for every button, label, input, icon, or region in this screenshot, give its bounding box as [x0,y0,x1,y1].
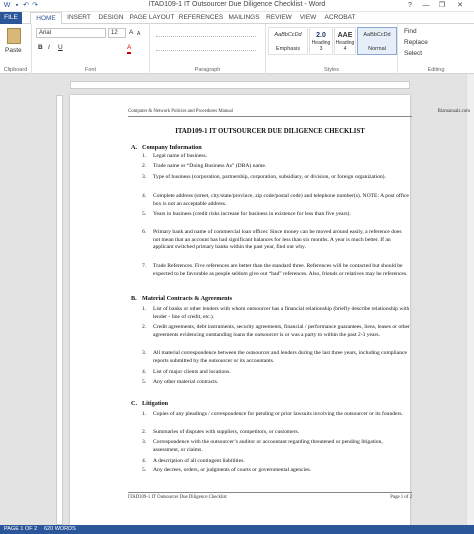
paragraph-group [150,24,266,74]
style-preview: AaBbCcDd [363,32,391,38]
save-icon[interactable]: ▪ [15,2,19,9]
section-heading: C. Litigation [131,400,169,407]
list-item: 3. All material correspondence between the outsourcer and lenders during the last three years, including compliance reports submitted by the outsourcer or its accountants. [142,350,407,364]
list-item: 5. Any decrees, orders, or judgments of courts or governmental agencies. [142,467,312,473]
style-heading-4[interactable] [334,27,356,55]
align-buttons-row[interactable] [156,43,256,51]
list-item: 7. Trade References. Five references are better than the standard three. References will be contacted but should be expected to be favorable as people seldom give out “bad” references. Also, friends or relatives may be references. [142,263,408,277]
document-title: ITAD109-1 IT OUTSOURCER DUE DILIGENCE CHECKLIST [175,128,365,135]
page-count[interactable]: PAGE 1 OF 2 [4,526,38,532]
list-item: 3. Type of business (corporation, partnership, corporation, subsidiary, or division, or foreign organization). [142,174,386,180]
font-group [32,24,150,74]
underline-button[interactable]: U [58,44,63,51]
editing-group [398,24,474,74]
section-heading: A. Company Information [131,144,202,151]
tab-acrobat[interactable]: ACROBAT [324,14,356,21]
close-button[interactable]: ✕ [457,2,463,9]
tab-mailings[interactable]: MAILINGS [228,14,260,21]
list-item: 2. Trade name or “Doing Business As” (DBA) name. [142,163,267,169]
font-color-button[interactable]: A [127,44,131,54]
style-heading-3[interactable] [309,27,333,55]
tab-review[interactable]: REVIEW [266,14,292,21]
vertical-ruler[interactable] [56,95,63,525]
tab-page-layout[interactable]: PAGE LAYOUT [129,14,175,21]
undo-icon[interactable]: ↶ [23,2,29,9]
tab-file[interactable]: FILE [0,12,22,24]
ribbon [0,24,474,74]
style-preview: 2.0 [316,32,326,39]
section-heading: B. Material Contracts & Agreements [131,295,233,302]
header-right: Bizmanualz.com [437,109,470,114]
replace-button[interactable]: Replace [404,39,428,46]
bold-button[interactable]: B [38,44,43,51]
list-item: 6. Primary bank and name of commercial loan officer. Since money can be moved around easily, a reference does not mean that an account has had significant balances for less than six months. A year is much better. If an applicant switched primary banks within the past year, find out why. [142,229,402,251]
list-item: 3. Correspondence with the outsourcer’s auditor or accountant regarding threatened or pending litigation, assessment, or claims. [142,439,383,453]
tab-view[interactable]: VIEW [299,14,317,21]
footer-left: ITAD109-1 IT Outsourcer Due Diligence Checklist [128,495,227,500]
style-name: Heading 3 [311,40,331,52]
list-buttons-row[interactable] [156,29,256,37]
vertical-scrollbar[interactable] [466,74,474,525]
header-rule [128,116,412,117]
font-name-box[interactable]: Arial [36,28,106,38]
footer-rule [128,492,412,493]
list-item: 1. List of banks or other lenders with whom outsourcer has a financial relationship (briefly describe relationship with lender - line of credit, etc.). [142,306,410,320]
style-name: Heading 4 [335,40,355,52]
word-count[interactable]: 620 WORDS [44,526,76,532]
list-item: 5. Any other material contracts. [142,379,219,385]
editing-label: Editing [427,67,445,73]
tab-home[interactable]: HOME [30,12,62,25]
list-item: 4. List of major clients and locations. [142,369,231,375]
list-item: 5. Years in business (credit risks increase for business in existence for less than five years). [142,211,351,217]
list-item: 1. Copies of any pleadings / correspondence for pending or prior lawsuits involving the outsourcer or its founders. [142,411,403,417]
list-item: 2. Summaries of disputes with suppliers, competitors, or customers. [142,429,300,435]
horizontal-ruler[interactable] [70,81,410,89]
shrink-font-icon[interactable]: A [137,31,141,37]
list-item: 2. Credit agreements, debt instruments, security agreements, financial / performance guarantees, liens, leases or other agreements evidencing outstanding loans the outsourcer is or was a party to within the past 2-3 years. [142,324,410,338]
restore-button[interactable]: ❐ [438,2,446,9]
document-page[interactable] [70,95,470,534]
clipboard-group [0,24,32,74]
redo-icon[interactable]: ↷ [32,2,38,9]
font-size-box[interactable]: 12 [108,28,126,38]
list-item: 1. Legal name of business. [142,153,208,159]
style-preview: AAE [337,32,353,39]
tab-references[interactable]: REFERENCES [178,14,224,21]
list-item: 4. Complete address (street, city/state/province, zip code/postal code) and telephone number(s). NOTE: A post office box is not an acceptable address. [142,193,409,207]
tab-insert[interactable]: INSERT [67,14,91,21]
help-button[interactable]: ? [408,2,412,9]
clipboard-label: Clipboard [3,67,28,73]
word-app-icon[interactable]: W [3,2,11,9]
style-name: Emphasis [275,46,301,52]
grow-font-icon[interactable]: A [129,29,134,36]
header-left: Computer & Network Policies and Procedures Manual [128,109,233,114]
styles-group [266,24,398,74]
styles-label: Styles [324,67,339,73]
list-item: 4. A description of all contingent liabilities. [142,458,245,464]
style-name: Normal [368,46,386,52]
style-preview: AaBbCcDd [274,32,302,38]
select-button[interactable]: Select [404,50,423,57]
minimize-button[interactable]: — [422,2,430,9]
footer-right: Page 1 of 2 [390,495,412,500]
paragraph-label: Paragraph [194,67,221,73]
find-button[interactable]: Find [404,28,417,35]
paste-icon[interactable] [7,28,21,44]
tab-design[interactable]: DESIGN [98,14,124,21]
style-normal[interactable] [357,27,397,55]
style-emphasis[interactable] [268,27,308,55]
font-label: Font [84,67,96,73]
status-bar [0,525,474,534]
italic-button[interactable]: I [48,44,50,51]
paste-button[interactable]: Paste [5,47,22,54]
window-title: ITAD109-1 IT Outsourcer Due Diligence Checklist - Word [148,1,326,8]
title-bar [0,0,474,12]
ribbon-tabs [0,12,474,24]
